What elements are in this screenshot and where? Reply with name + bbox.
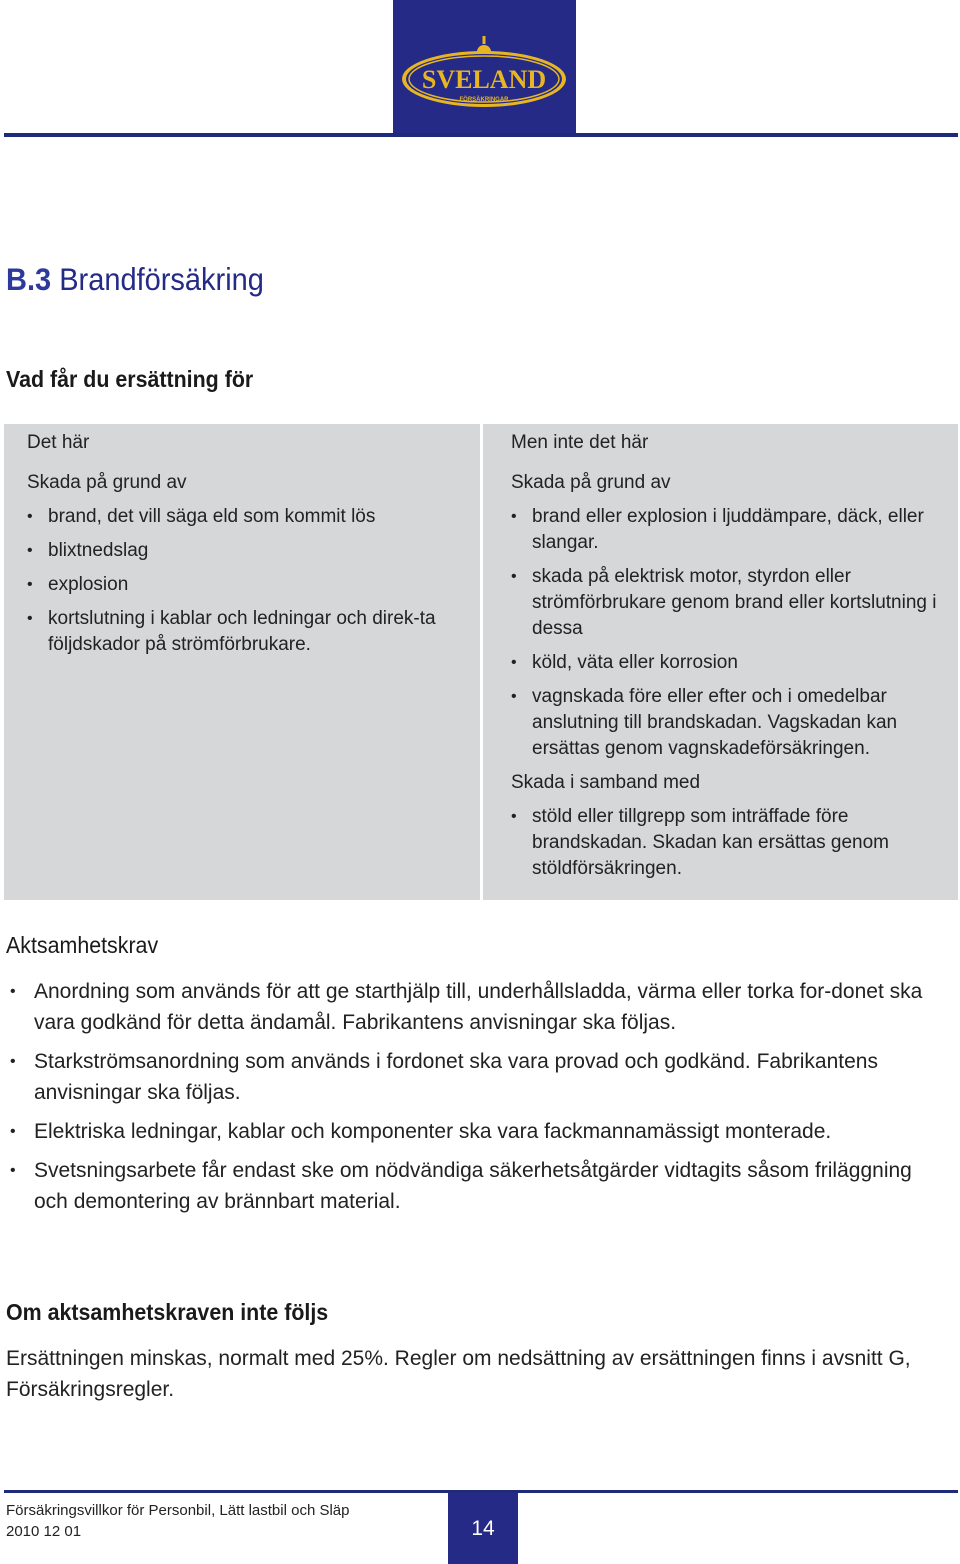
covered-heading: Det här (27, 432, 90, 453)
covered-column (4, 424, 480, 900)
list-item: • stöld eller tillgrepp som inträffade före brandskadan. Skadan kan ersättas genom stöldförsäkringen. (511, 804, 950, 882)
not-covered-intro: Skada på grund av (511, 472, 671, 493)
aktsamhet-list (10, 976, 945, 1225)
footer-date: 2010 12 01 (6, 1523, 82, 1540)
covered-list (27, 504, 464, 658)
footer-info (6, 1500, 349, 1542)
page-number: 14 (448, 1493, 518, 1564)
list-item: • explosion (27, 572, 464, 598)
header-rule (4, 133, 958, 137)
footer-doc-title: Försäkringsvillkor för Personbil, Lätt lastbil och Släp (6, 1502, 350, 1519)
list-item: • köld, väta eller korrosion (511, 650, 950, 676)
page-title (6, 263, 264, 299)
covered-intro: Skada på grund av (27, 472, 187, 493)
aktsamhet-heading: Aktsamhetskrav (6, 932, 159, 958)
not-covered-column (483, 424, 958, 900)
logo-graphic (393, 0, 576, 135)
logo-wordmark: SVELAND (421, 65, 547, 94)
not-covered-heading: Men inte det här (511, 432, 649, 453)
section-title: Brandförsäkring (51, 263, 264, 298)
consequence-text: Ersättningen minskas, normalt med 25%. Regler om nedsättning av ersättningen finns i avsnitt G, Försäkringsregler. (6, 1347, 911, 1401)
section-number: B.3 (6, 263, 52, 298)
list-item: • blixtnedslag (27, 538, 464, 564)
list-item: • brand, det vill säga eld som kommit lös (27, 504, 464, 530)
not-covered-list-2 (511, 804, 950, 882)
list-item: • Svetsningsarbete får endast ske om nödvändiga säkerhetsåtgärder vidtagits såsom friläggning och demontering av brännbart material. (10, 1155, 945, 1217)
list-item: • Anordning som används för att ge starthjälp till, underhållsladda, värma eller torka for-donet ska vara godkänd för detta ändamål. Fabrikantens anvisningar ska följas. (10, 976, 945, 1038)
not-covered-intro-2: Skada i samband med (511, 772, 701, 793)
list-item: • Elektriska ledningar, kablar och komponenter ska vara fackmannamässigt monterade. (10, 1116, 945, 1147)
list-item: • Starkströmsanordning som används i fordonet ska vara provad och godkänd. Fabrikantens anvisningar ska följas. (10, 1046, 945, 1108)
coverage-heading: Vad får du ersättning för (6, 366, 254, 392)
logo-subtext: FÖRSÄKRINGAR (459, 97, 509, 103)
list-item: • kortslutning i kablar och ledningar och direk-ta följdskador på strömförbrukare. (27, 606, 464, 658)
list-item: • vagnskada före eller efter och i omedelbar anslutning till brandskadan. Vagskadan kan ersättas genom vagnskadeförsäkringen. (511, 684, 950, 762)
consequence-heading: Om aktsamhetskraven inte följs (6, 1299, 329, 1325)
not-covered-list (511, 504, 950, 762)
list-item: • brand eller explosion i ljuddämpare, däck, eller slangar. (511, 504, 950, 556)
sveland-logo (393, 0, 576, 135)
list-item: • skada på elektrisk motor, styrdon eller strömförbrukare genom brand eller kortslutning i dessa (511, 564, 950, 642)
